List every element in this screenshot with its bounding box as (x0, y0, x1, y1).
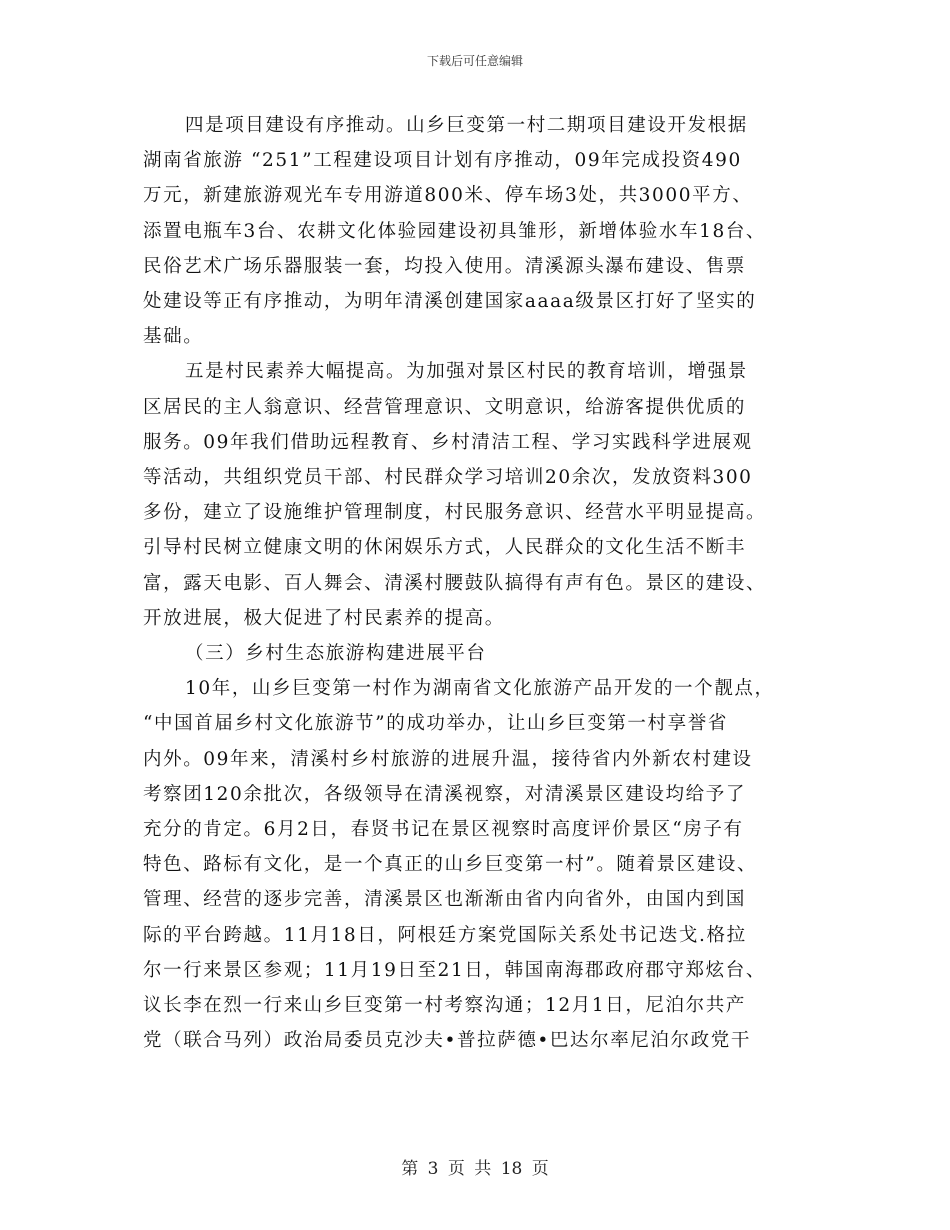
paragraph-project-construction (143, 108, 811, 354)
text-line: 内外。09年来，清溪村乡村旅游的进展升温，接待省内外新农村建设 (143, 748, 753, 770)
text-line: 服务。09年我们借助远程教育、乡村清洁工程、学习实践科学进展观 (143, 431, 753, 453)
text-line: 万元，新建旅游观光车专用游道800米、停车场3处，共3000平方、 (143, 185, 753, 207)
text-line: 议长李在烈一行来山乡巨变第一村考察沟通；12月1日，尼泊尔共产 (143, 995, 746, 1017)
text-line: “中国首届乡村文化旅游节”的成功举办，让山乡巨变第一村享誉省 (143, 713, 728, 735)
text-line: 党（联合马列）政治局委员克沙夫•普拉萨德•巴达尔率尼泊尔政党干 (143, 1030, 751, 1052)
document-body (143, 108, 811, 1058)
section-heading (143, 636, 811, 671)
text-line: 充分的肯定。6月2日，春贤书记在景区视察时高度评价景区“房子有 (143, 819, 744, 841)
heading-text: （三）乡村生态旅游构建进展平台 (185, 643, 487, 665)
text-line: 基础。 (143, 326, 204, 348)
text-line: 五是村民素养大幅提高。为加强对景区村民的教育培训，增强景 (185, 361, 748, 383)
text-line: 开放进展，极大促进了村民素养的提高。 (143, 607, 505, 629)
text-line: 引导村民树立健康文明的休闲娱乐方式，人民群众的文化生活不断丰 (143, 537, 747, 559)
text-line: 民俗艺术广场乐器服装一套，均投入使用。清溪源头瀑布建设、售票 (143, 255, 747, 277)
page-number-footer: 第 3 页 共 18 页 (401, 1159, 549, 1179)
text-line: 管理、经营的逐步完善，清溪景区也渐渐由省内向省外，由国内到国 (143, 889, 747, 911)
paragraph-rural-tourism (143, 671, 811, 1058)
text-line: 等活动，共组织党员干部、村民群众学习培训20余次，发放资料300 (143, 467, 753, 489)
text-line: 尔一行来景区参观；11月19日至21日，韩国南海郡政府郡守郑炫台、 (143, 959, 766, 981)
text-line: 际的平台跨越。11月18日，阿根廷方案党国际关系处书记迭戈.格拉 (143, 924, 747, 946)
page-header: 下载后可任意编辑 (426, 54, 523, 68)
text-line: 处建设等正有序推动，为明年清溪创建国家aaaa级景区打好了坚实的 (143, 291, 757, 313)
paragraph-villager-quality (143, 354, 811, 636)
text-line: 多份，建立了设施维护管理制度，村民服务意识、经营水平明显提高。 (143, 502, 767, 524)
text-line: 添置电瓶车3台、农耕文化体验园建设初具雏形，新增体验水车18台、 (143, 220, 767, 242)
text-line: 湖南省旅游 “251”工程建设项目计划有序推动，09年完成投资490 (143, 150, 742, 172)
text-line: 四是项目建设有序推动。山乡巨变第一村二期项目建设开发根据 (185, 115, 748, 136)
text-line: 10年，山乡巨变第一村作为湖南省文化旅游产品开发的一个靓点， (185, 678, 775, 700)
text-line: 特色、路标有文化，是一个真正的山乡巨变第一村”。随着景区建设、 (143, 854, 758, 876)
text-line: 区居民的主人翁意识、经营管理意识、文明意识，给游客提供优质的 (143, 396, 747, 418)
text-line: 富，露天电影、百人舞会、清溪村腰鼓队搞得有声有色。景区的建设、 (143, 572, 767, 594)
text-line: 考察团120余批次，各级领导在清溪视察，对清溪景区建设均给予了 (143, 783, 746, 805)
